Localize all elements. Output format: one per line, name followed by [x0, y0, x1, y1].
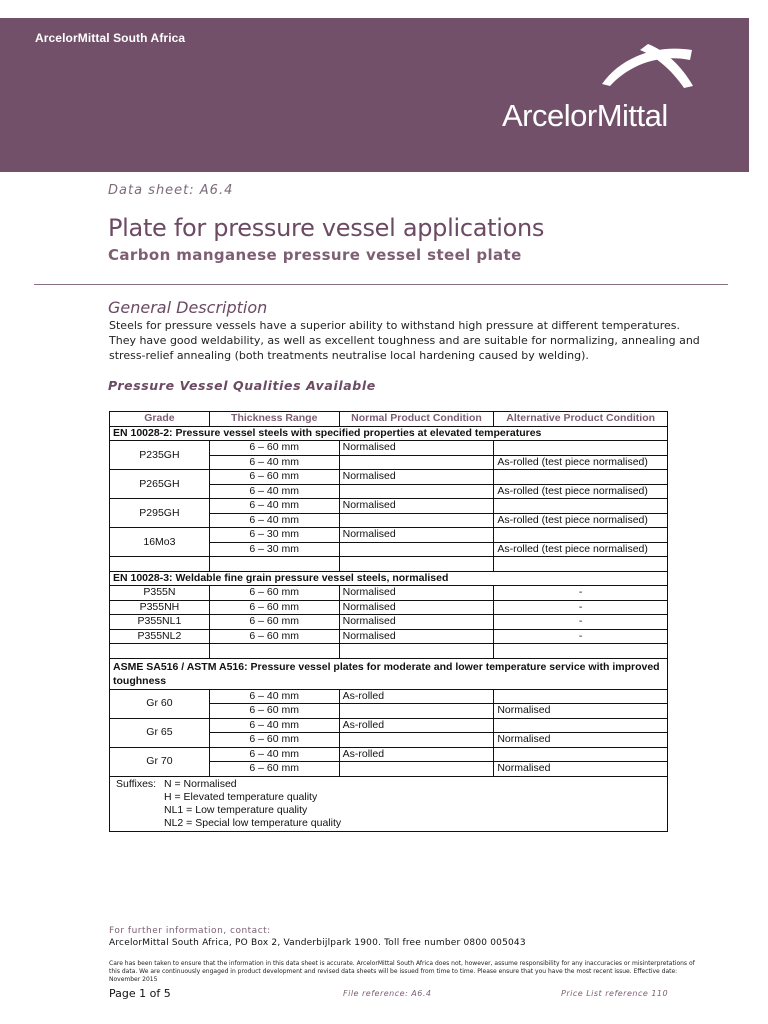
suffix-item: NL1 = Low temperature quality: [164, 803, 308, 816]
divider: [34, 284, 728, 285]
header-banner: [0, 18, 749, 172]
table-row: [110, 441, 668, 456]
header-thickness: Thickness Range: [209, 412, 339, 427]
suffixes-row: [110, 776, 668, 831]
thickness-cell: 6 – 40 mm: [209, 455, 339, 470]
thickness-cell: 6 – 60 mm: [209, 586, 339, 601]
section-title: EN 10028-3: Weldable fine grain pressure vessel steels, normalised: [110, 571, 668, 586]
normal-cell: [339, 513, 494, 528]
suffixes-cell: [110, 776, 668, 831]
normal-cell: Normalised: [339, 528, 494, 543]
alt-cell: As-rolled (test piece normalised): [494, 513, 668, 528]
normal-cell: Normalised: [339, 615, 494, 630]
normal-cell: Normalised: [339, 499, 494, 514]
arcelormittal-logo: [500, 40, 700, 135]
company-name: ArcelorMittal South Africa: [35, 31, 186, 45]
normal-cell: Normalised: [339, 470, 494, 485]
grade-cell: Gr 60: [110, 689, 210, 718]
grade-cell: 16Mo3: [110, 528, 210, 557]
table-row: [110, 689, 668, 704]
section-title: EN 10028-2: Pressure vessel steels with specified properties at elevated temperatures: [110, 426, 668, 441]
table-row: [110, 528, 668, 543]
suffix-item: H = Elevated temperature quality: [164, 790, 318, 803]
alt-cell: Normalised: [494, 762, 668, 777]
thickness-cell: 6 – 60 mm: [209, 470, 339, 485]
table-row: [110, 470, 668, 485]
grade-cell: P265GH: [110, 470, 210, 499]
alt-cell: [494, 441, 668, 456]
grade-cell: P295GH: [110, 499, 210, 528]
alt-cell: Normalised: [494, 733, 668, 748]
alt-cell: [494, 499, 668, 514]
normal-cell: [339, 762, 494, 777]
page-subtitle: Carbon manganese pressure vessel steel plate: [108, 246, 522, 264]
datasheet-label: Data sheet: A6.4: [108, 183, 234, 198]
table-header-row: [110, 412, 668, 427]
normal-cell: [339, 733, 494, 748]
table-row: [110, 600, 668, 615]
page-title: Plate for pressure vessel applications: [108, 214, 545, 242]
page-number: Page 1 of 5: [109, 987, 171, 1000]
thickness-cell: 6 – 60 mm: [209, 704, 339, 719]
grade-cell: P355N: [110, 586, 210, 601]
grade-cell: P235GH: [110, 441, 210, 470]
section-row: [110, 571, 668, 586]
alt-cell: [494, 470, 668, 485]
disclaimer: Care has been taken to ensure that the information in this data sheet is accurate. ArcelorMittal South Africa does not, however, assume responsibility for any inaccuracies or misinterpretations of this data. We are continuously engaged in product development and revised data sheets will be issued from time to time. Please ensure that you have the most recent issue. Effective date: November 2015: [109, 960, 695, 983]
thickness-cell: 6 – 30 mm: [209, 528, 339, 543]
normal-cell: [339, 542, 494, 557]
logo-wordmark: ArcelorMittal: [502, 98, 668, 133]
header-alternative-condition: Alternative Product Condition: [494, 412, 668, 427]
thickness-cell: 6 – 40 mm: [209, 484, 339, 499]
normal-cell: Normalised: [339, 586, 494, 601]
grade-cell: Gr 70: [110, 747, 210, 776]
normal-cell: As-rolled: [339, 718, 494, 733]
alt-cell: [494, 528, 668, 543]
section-row: [110, 426, 668, 441]
file-reference: File reference: A6.4: [343, 989, 432, 998]
alt-cell: [494, 689, 668, 704]
grade-cell: P355NL2: [110, 629, 210, 644]
normal-cell: [339, 704, 494, 719]
header-grade: Grade: [110, 412, 210, 427]
spacer-row: [110, 557, 668, 572]
section-row: [110, 658, 668, 689]
grade-cell: P355NL1: [110, 615, 210, 630]
thickness-cell: 6 – 30 mm: [209, 542, 339, 557]
alt-cell: [494, 747, 668, 762]
normal-cell: [339, 484, 494, 499]
contact-title: For further information, contact:: [109, 926, 271, 936]
logo-swoosh-icon: [600, 40, 696, 90]
table-row: [110, 499, 668, 514]
suffix-item: N = Normalised: [164, 777, 237, 790]
thickness-cell: 6 – 40 mm: [209, 513, 339, 528]
alt-cell: -: [494, 629, 668, 644]
table-row: [110, 629, 668, 644]
qualities-table: [109, 411, 668, 832]
table-row: [110, 747, 668, 762]
table-row: [110, 718, 668, 733]
table-row: [110, 586, 668, 601]
normal-cell: Normalised: [339, 629, 494, 644]
thickness-cell: 6 – 60 mm: [209, 762, 339, 777]
section-title: ASME SA516 / ASTM A516: Pressure vessel plates for moderate and lower temperature service with improved toughness: [110, 658, 668, 689]
thickness-cell: 6 – 40 mm: [209, 499, 339, 514]
qualities-heading: Pressure Vessel Qualities Available: [108, 378, 376, 393]
normal-cell: Normalised: [339, 441, 494, 456]
suffix-item: NL2 = Special low temperature quality: [164, 816, 342, 829]
header-normal-condition: Normal Product Condition: [339, 412, 494, 427]
thickness-cell: 6 – 60 mm: [209, 600, 339, 615]
thickness-cell: 6 – 60 mm: [209, 733, 339, 748]
thickness-cell: 6 – 60 mm: [209, 441, 339, 456]
alt-cell: -: [494, 586, 668, 601]
alt-cell: [494, 718, 668, 733]
grade-cell: P355NH: [110, 600, 210, 615]
normal-cell: As-rolled: [339, 689, 494, 704]
alt-cell: -: [494, 600, 668, 615]
spacer-row: [110, 644, 668, 659]
alt-cell: As-rolled (test piece normalised): [494, 542, 668, 557]
alt-cell: As-rolled (test piece normalised): [494, 455, 668, 470]
thickness-cell: 6 – 60 mm: [209, 615, 339, 630]
normal-cell: As-rolled: [339, 747, 494, 762]
table-row: [110, 615, 668, 630]
alt-cell: Normalised: [494, 704, 668, 719]
contact-address: ArcelorMittal South Africa, PO Box 2, Vanderbijlpark 1900. Toll free number 0800 005043: [109, 938, 526, 948]
normal-cell: [339, 455, 494, 470]
normal-cell: Normalised: [339, 600, 494, 615]
general-description-body: Steels for pressure vessels have a superior ability to withstand high pressure at different temperatures. They have good weldability, as well as excellent toughness and are suitable for normalizing, annealing and stress-relief annealing (both treatments neutralise local hardening caused by welding).: [109, 319, 700, 362]
thickness-cell: 6 – 60 mm: [209, 629, 339, 644]
grade-cell: Gr 65: [110, 718, 210, 747]
thickness-cell: 6 – 40 mm: [209, 718, 339, 733]
general-description-heading: General Description: [108, 298, 268, 317]
alt-cell: As-rolled (test piece normalised): [494, 484, 668, 499]
suffixes-label: Suffixes:: [116, 777, 157, 790]
alt-cell: -: [494, 615, 668, 630]
thickness-cell: 6 – 40 mm: [209, 747, 339, 762]
price-list-reference: Price List reference 110: [561, 989, 669, 998]
thickness-cell: 6 – 40 mm: [209, 689, 339, 704]
